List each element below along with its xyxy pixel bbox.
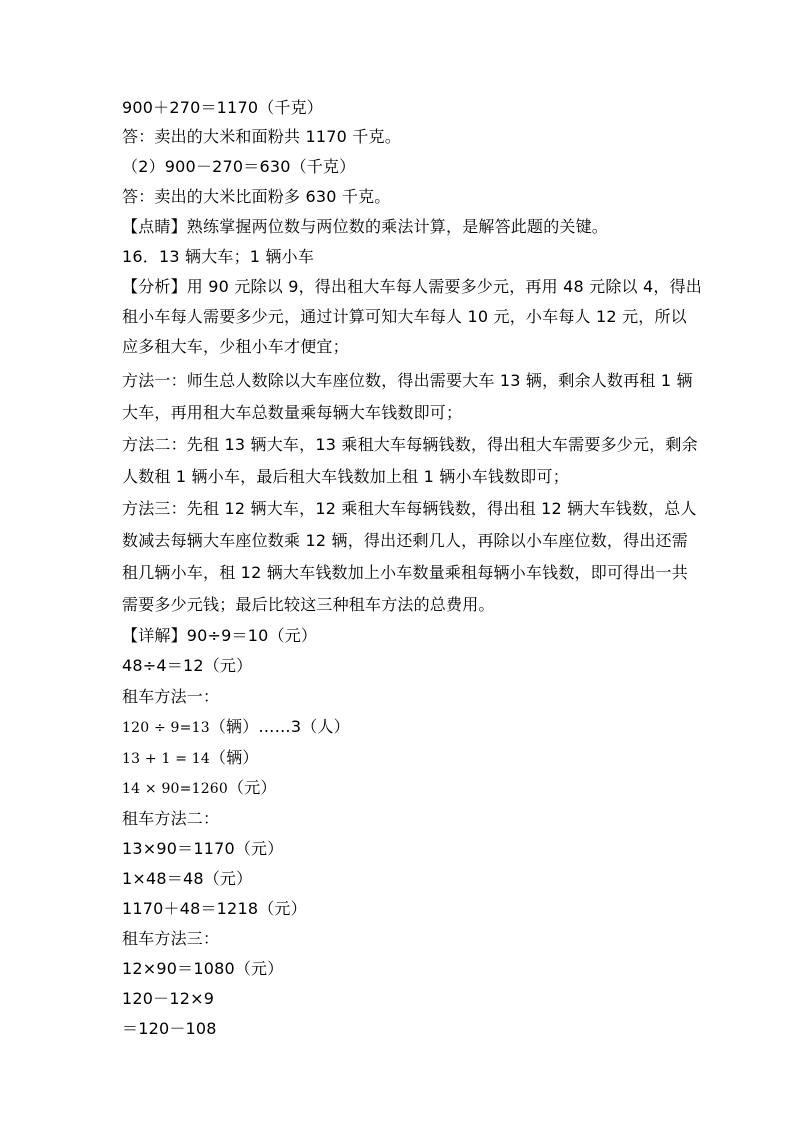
text-line: 16．13 辆大车；1 辆小车 <box>122 247 315 266</box>
text-line: 答：卖出的大米比面粉多 630 千克。 <box>122 187 391 206</box>
text-line: 需要多少元钱；最后比较这三种租车方法的总费用。 <box>122 595 495 614</box>
text-line: ＝120－108 <box>122 1019 217 1038</box>
formula-math: 14 × 90=1260 <box>122 781 229 797</box>
text-line: 方法三：先租 12 辆大车，12 乘租大车每辆钱数，得出租 12 辆大车钱数，总人 <box>122 499 697 518</box>
text-line: （2）900－270＝630（千克） <box>122 157 356 176</box>
text-line: 【分析】用 90 元除以 9，得出租大车每人需要多少元，再用 48 元除以 4，得出 <box>122 277 702 296</box>
text-line: 13×90＝1170（元） <box>122 839 284 858</box>
formula-tail: （辆）……3（人） <box>209 717 350 736</box>
text-line: 租车方法三： <box>122 929 220 948</box>
text-line: 120－12×9 <box>122 989 215 1008</box>
text-line: 方法一：师生总人数除以大车座位数，得出需要大车 13 辆，剩余人数再租 1 辆 <box>122 371 693 390</box>
formula-math: 13 + 1 = 14 <box>122 751 210 767</box>
text-line: 48÷4＝12（元） <box>122 656 253 675</box>
text-line: 租小车每人需要多少元，通过计算可知大车每人 10 元，小车每人 12 元，所以 <box>122 307 687 326</box>
text-line: 人数租 1 辆小车，最后租大车钱数加上租 1 辆小车钱数即可； <box>122 467 569 486</box>
text-line: 1×48＝48（元） <box>122 869 253 888</box>
text-line: 【详解】90÷9＝10（元） <box>122 626 318 645</box>
text-line: 方法二：先租 13 辆大车，13 乘租大车每辆钱数，得出租大车需要多少元，剩余 <box>122 435 698 454</box>
formula-tail: （辆） <box>210 748 259 767</box>
text-line: 租车方法二： <box>122 809 220 828</box>
text-line: 12×90＝1080（元） <box>122 959 284 978</box>
text-line: 1170＋48＝1218（元） <box>122 899 307 918</box>
text-line: 租车方法一： <box>122 687 220 706</box>
formula-tail: （元） <box>228 778 277 797</box>
formula-line <box>122 778 682 799</box>
text-line: 租几辆小车，租 12 辆大车钱数加上小车数量乘租每辆小车钱数，即可得出一共 <box>122 563 688 582</box>
text-line: 大车，再用租大车总数量乘每辆大车钱数即可； <box>122 403 463 422</box>
formula-line <box>122 748 682 769</box>
text-line: 数减去每辆大车座位数乘 12 辆，得出还剩几人，再除以小车座位数，得出还需 <box>122 531 688 550</box>
text-line: 应多租大车，少租小车才便宜； <box>122 337 349 356</box>
text-line: 【点睛】熟练掌握两位数与两位数的乘法计算，是解答此题的关键。 <box>122 217 609 236</box>
formula-math: 120 ÷ 9=13 <box>122 720 210 736</box>
text-line: 900＋270＝1170（千克） <box>122 98 323 117</box>
formula-line <box>122 717 682 738</box>
text-line: 答：卖出的大米和面粉共 1170 千克。 <box>122 127 401 146</box>
